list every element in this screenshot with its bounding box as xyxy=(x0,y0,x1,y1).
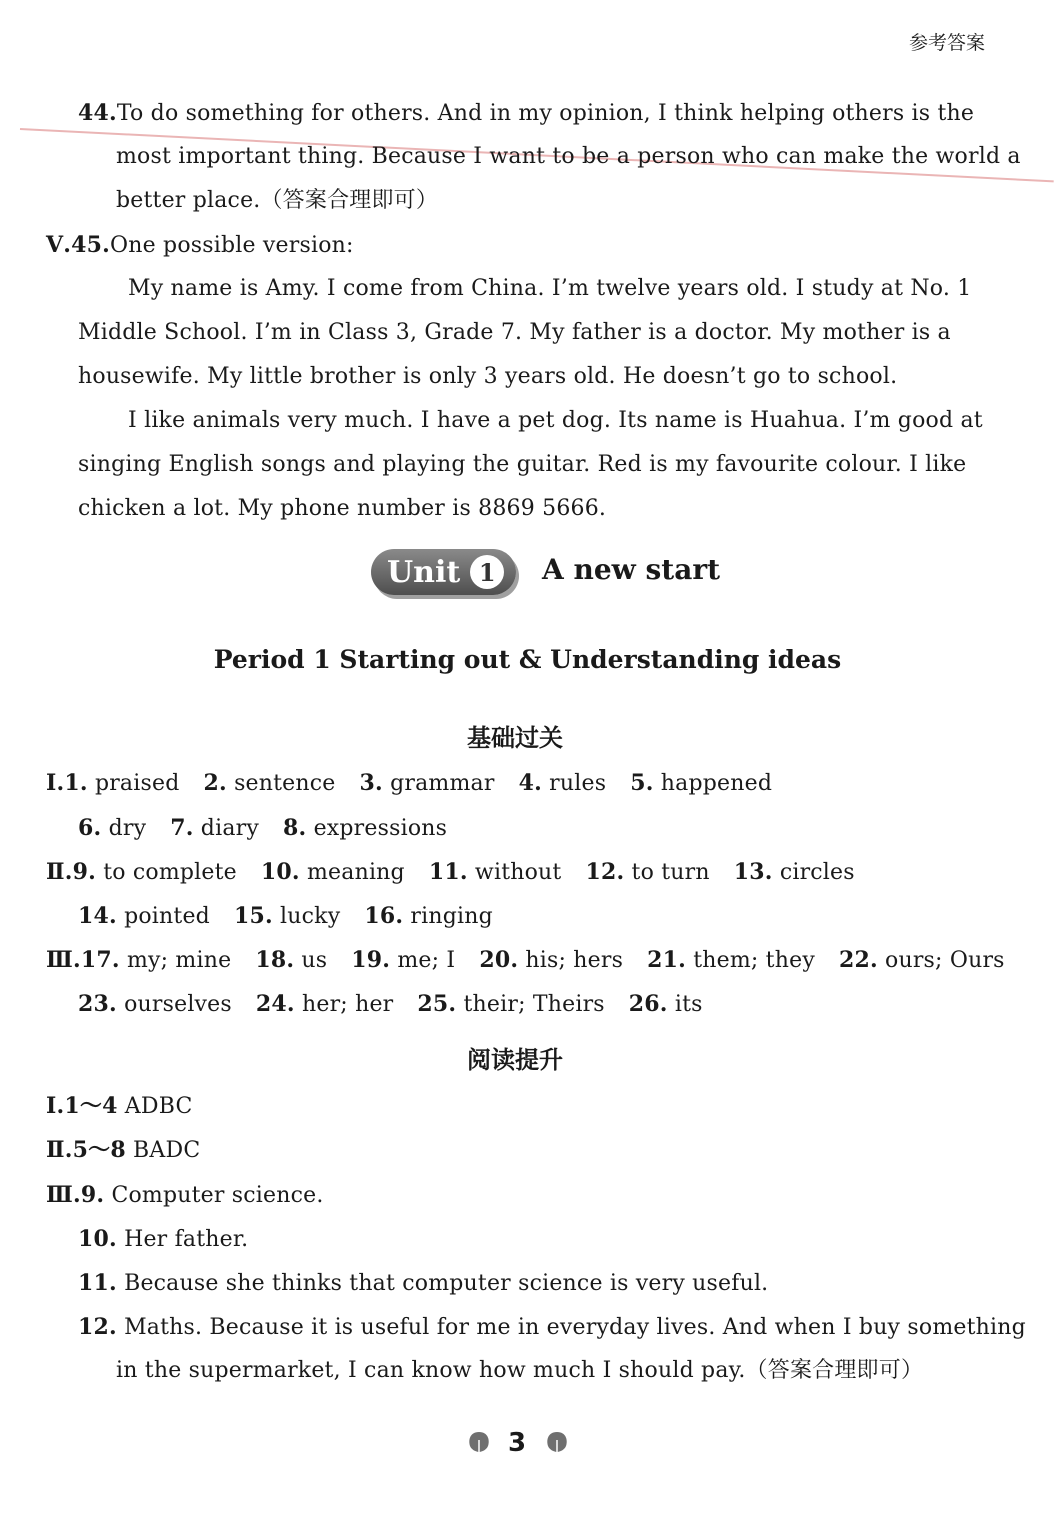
answer-number: 16. xyxy=(364,903,404,929)
roman-numeral: Ⅰ. xyxy=(46,1093,65,1119)
answer-text: sentence xyxy=(234,771,336,796)
basics-row xyxy=(46,857,879,888)
answer-item xyxy=(170,816,259,841)
roman-numeral: Ⅱ. xyxy=(46,1137,73,1163)
answer-item xyxy=(630,771,772,796)
answer-text: diary xyxy=(200,816,259,841)
answer-text: me; I xyxy=(397,948,456,973)
answer-text: happened xyxy=(660,771,773,796)
q44-line1 xyxy=(78,98,974,129)
answer-text: lucky xyxy=(280,904,341,929)
section-title-reading: 阅读提升 xyxy=(467,1046,563,1074)
answer-text: Maths. Because it is useful for me in everyday lives. And when I buy something xyxy=(124,1315,1026,1340)
answer-item xyxy=(417,992,604,1017)
answer-text: my; mine xyxy=(126,948,232,973)
answer-item xyxy=(261,860,405,885)
answer-number: 25. xyxy=(417,991,457,1017)
answer-number: 10. xyxy=(78,1226,117,1252)
answer-number: 19. xyxy=(351,947,391,973)
basics-row xyxy=(46,768,796,799)
answer-text: us xyxy=(301,948,328,973)
answer-number: 13. xyxy=(733,859,773,885)
unit-number-circle: 1 xyxy=(470,555,504,589)
answer-item xyxy=(234,904,340,929)
basics-row xyxy=(78,813,471,844)
page-header-label: 参考答案 xyxy=(908,32,985,54)
answer-text: its xyxy=(674,992,703,1017)
answer-text: rules xyxy=(549,771,607,796)
q45-p1-line1: My name is Amy. I come from China. I’m twelve years old. I study at No. 1 xyxy=(128,276,972,301)
reading-q11 xyxy=(78,1268,768,1299)
q44-line3: better place.（答案合理即可） xyxy=(116,188,439,213)
answer-number: 3. xyxy=(359,770,383,796)
answer-item xyxy=(78,816,146,841)
answer-number: 2. xyxy=(203,770,227,796)
answer-number: 17. xyxy=(80,947,120,973)
answer-text: his; hers xyxy=(525,948,624,973)
answer-text: pointed xyxy=(124,904,210,929)
answer-item xyxy=(479,948,623,973)
reading-q10 xyxy=(78,1224,248,1255)
answer-number: 5. xyxy=(630,770,654,796)
answer-number: 26. xyxy=(628,991,668,1017)
roman-numeral: Ⅱ. xyxy=(46,859,73,885)
answer-text: ourselves xyxy=(124,992,232,1017)
answer-item xyxy=(839,948,1005,973)
answer-item xyxy=(256,992,394,1017)
period-title: Period 1 Starting out & Understanding ideas xyxy=(213,645,842,674)
answer-number: 7. xyxy=(170,815,194,841)
answer-text: ours; Ours xyxy=(885,948,1005,973)
reading-q12-line2: in the supermarket, I can know how much I should pay.（答案合理即可） xyxy=(116,1358,924,1383)
answer-text: grammar xyxy=(390,771,495,796)
answer-text: BADC xyxy=(133,1138,201,1163)
answer-number: 10. xyxy=(260,859,300,885)
reading-q12-line1 xyxy=(78,1312,1026,1343)
answer-number: 9. xyxy=(72,859,96,885)
answer-text: expressions xyxy=(313,816,448,841)
answer-number: 14. xyxy=(78,903,117,929)
answer-item xyxy=(519,771,607,796)
answer-text: to turn xyxy=(631,860,710,885)
answer-number: 12. xyxy=(585,859,625,885)
answer-item xyxy=(255,948,327,973)
answer-item xyxy=(734,860,855,885)
answer-text: Because she thinks that computer science is very useful. xyxy=(124,1271,769,1296)
answer-item xyxy=(629,992,703,1017)
answer-number: 6. xyxy=(78,815,102,841)
q45-p2-line1: I like animals very much. I have a pet dog. Its name is Huahua. I’m good at xyxy=(128,408,983,433)
answer-item xyxy=(203,771,335,796)
q44-text1: To do something for others. And in my opinion, I think helping others is the xyxy=(116,101,975,126)
roman-numeral: Ⅰ. xyxy=(46,770,65,796)
leaf-left-icon xyxy=(466,1430,492,1454)
answer-text: their; Theirs xyxy=(463,992,605,1017)
answer-item xyxy=(78,992,232,1017)
unit-title: A new start xyxy=(542,553,721,586)
answer-text: ringing xyxy=(410,904,493,929)
answer-number: 5～8 xyxy=(72,1137,126,1163)
leaf-right-icon xyxy=(544,1430,570,1454)
answer-item xyxy=(81,948,231,973)
answer-number: 20. xyxy=(479,947,519,973)
reading-row-2 xyxy=(46,1135,200,1166)
answer-number: 12. xyxy=(78,1314,117,1340)
q44-number: 44. xyxy=(78,100,117,126)
answer-text: circles xyxy=(779,860,855,885)
answer-item xyxy=(78,904,210,929)
answer-item xyxy=(64,771,179,796)
answer-item xyxy=(360,771,495,796)
q45-intro-line xyxy=(46,230,354,261)
q45-intro: One possible version: xyxy=(110,233,354,258)
basics-row xyxy=(78,901,517,932)
answer-number: 1～4 xyxy=(64,1093,118,1119)
answer-item xyxy=(647,948,815,973)
answer-text: Computer science. xyxy=(111,1183,324,1208)
answer-item xyxy=(585,860,709,885)
answer-number: 22. xyxy=(838,947,878,973)
answer-item xyxy=(429,860,562,885)
answer-item xyxy=(73,860,237,885)
q45-number: Ⅴ.45. xyxy=(46,232,111,258)
answer-number: 1. xyxy=(64,770,88,796)
answer-item xyxy=(351,948,455,973)
answer-text: praised xyxy=(94,771,180,796)
answer-text: Her father. xyxy=(124,1227,249,1252)
q45-p1-line2: Middle School. I’m in Class 3, Grade 7. My father is a doctor. My mother is a xyxy=(78,320,951,345)
answer-number: 11. xyxy=(78,1270,117,1296)
q45-p1-line3: housewife. My little brother is only 3 years old. He doesn’t go to school. xyxy=(78,364,898,389)
answer-text: her; her xyxy=(301,992,394,1017)
answer-text: dry xyxy=(108,816,147,841)
basics-row xyxy=(78,989,727,1020)
answer-number: 4. xyxy=(518,770,542,796)
answer-number: 11. xyxy=(428,859,468,885)
answer-text: ADBC xyxy=(124,1094,193,1119)
answer-item xyxy=(364,904,493,929)
basics-row xyxy=(46,945,1029,976)
roman-numeral: Ⅲ. xyxy=(46,1182,81,1208)
reading-row-3 xyxy=(46,1180,324,1211)
q45-p2-line2: singing English songs and playing the guitar. Red is my favourite colour. I like xyxy=(78,452,967,477)
reading-row-1 xyxy=(46,1091,193,1122)
q44-line2: most important thing. Because I want to be a person who can make the world a xyxy=(116,144,1021,169)
answer-number: 23. xyxy=(78,991,117,1017)
answer-text: them; they xyxy=(693,948,815,973)
answer-text: to complete xyxy=(103,860,237,885)
section-title-basics: 基础过关 xyxy=(467,724,563,752)
unit-word: Unit xyxy=(387,554,461,590)
answer-item xyxy=(283,816,447,841)
answer-number: 9. xyxy=(80,1182,105,1208)
page-number: 3 xyxy=(508,1428,527,1458)
answer-text: without xyxy=(474,860,562,885)
answer-number: 18. xyxy=(255,947,295,973)
answer-text: meaning xyxy=(306,860,405,885)
answer-number: 8. xyxy=(282,815,307,841)
answer-number: 15. xyxy=(233,903,273,929)
unit-badge xyxy=(371,549,516,595)
roman-numeral: Ⅲ. xyxy=(46,947,81,973)
q45-p2-line3: chicken a lot. My phone number is 8869 5666. xyxy=(78,496,607,521)
answer-number: 24. xyxy=(255,991,295,1017)
answer-number: 21. xyxy=(647,947,686,973)
